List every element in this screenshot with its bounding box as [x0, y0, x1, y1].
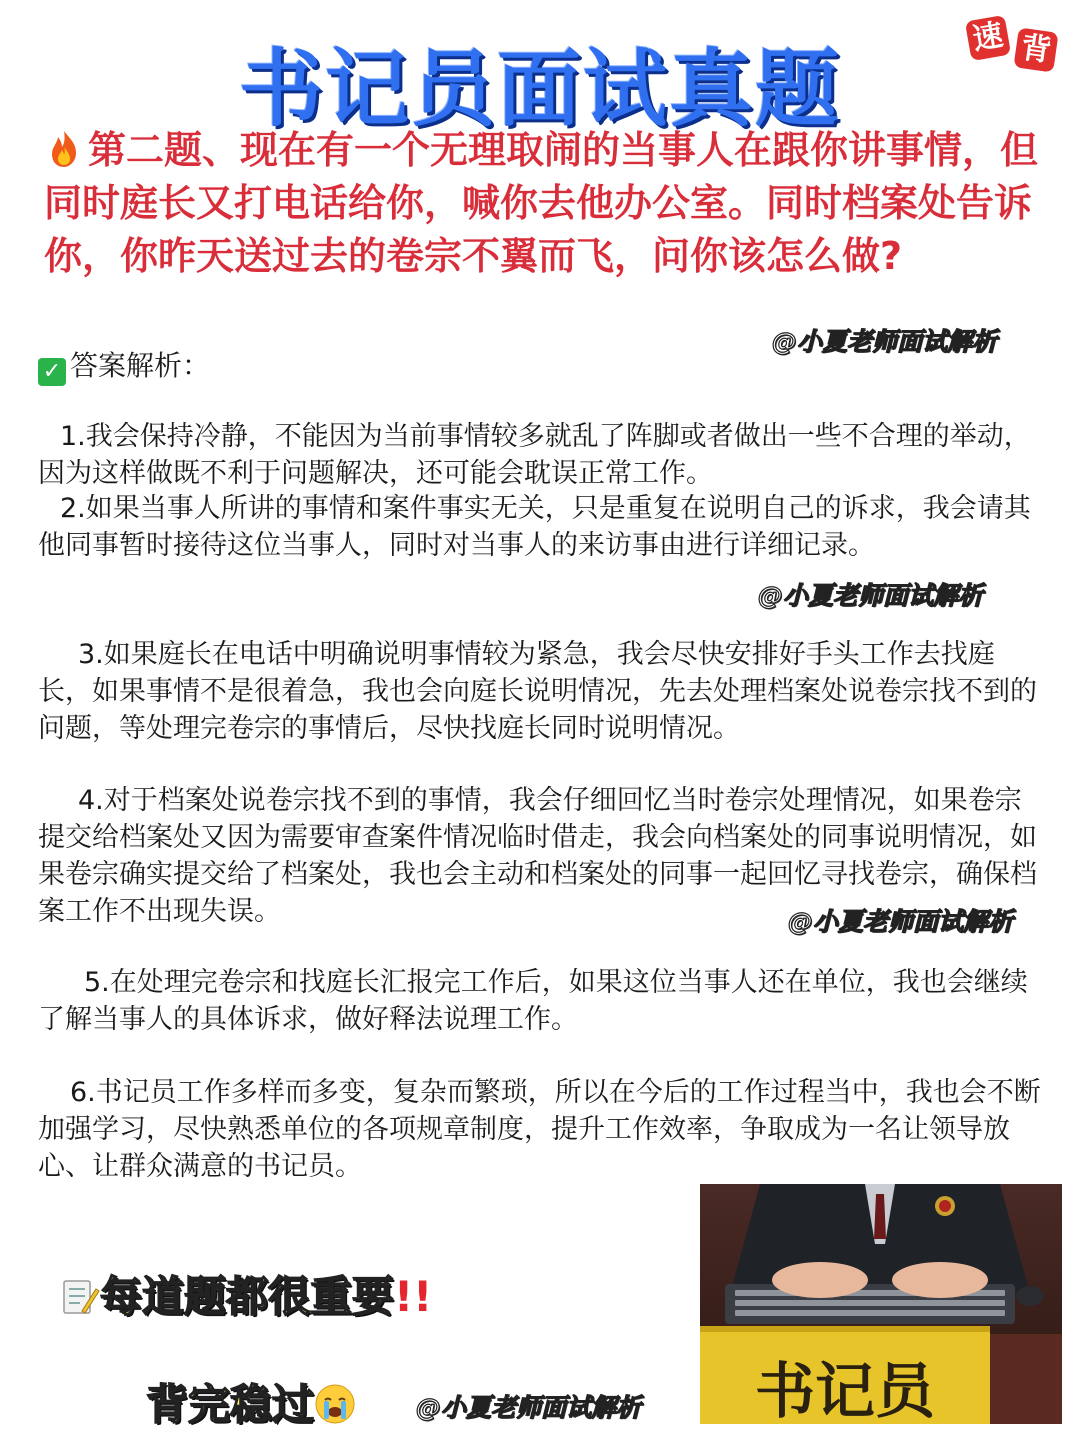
- watermark-3: @小夏老师面试解析: [788, 907, 1014, 936]
- answer-point-1: 1.我会保持冷静，不能因为当前事情较多就乱了阵脚或者做出一些不合理的举动，因为这样做既不利于问题解决，还可能会耽误正常工作。: [38, 421, 1031, 489]
- footer-line-2-text: 背完稳过: [146, 1380, 315, 1429]
- crying-face-icon: [314, 1383, 356, 1425]
- sign-text: 书记员: [755, 1357, 935, 1424]
- watermark-4: @小夏老师面试解析: [416, 1393, 642, 1422]
- clerk-photo: [700, 1184, 1062, 1424]
- memo-icon: [60, 1277, 100, 1317]
- answer-point-6: 6.书记员工作多样而多变，复杂而繁琐，所以在今后的工作过程当中，我也会不断加强学习，尽快熟悉单位的各项规章制度，提升工作效率，争取成为一名让领导放心、让群众满意的书记员。: [38, 1077, 1041, 1182]
- check-icon: ✓: [38, 358, 66, 386]
- watermark-1: @小夏老师面试解析: [772, 327, 998, 356]
- answer-point-3: 3.如果庭长在电话中明确说明事情较为紧急，我会尽快安排好手头工作去找庭长，如果事情不是很着急，我也会向庭长说明情况，先去处理档案处说卷宗找不到的问题，等处理完卷宗的事情后，尽快找庭长同时说明情况。: [38, 639, 1037, 744]
- double-exclamation-mark: !!: [394, 1272, 433, 1321]
- fire-icon: [44, 129, 84, 169]
- page-title: 书记员面试真题: [238, 40, 841, 138]
- answer-heading-text: 答案解析：: [70, 349, 211, 382]
- answer-heading: [38, 344, 210, 386]
- question-block: [44, 124, 1044, 283]
- watermark-2: @小夏老师面试解析: [758, 581, 984, 610]
- answer-point-2: 2.如果当事人所讲的事情和案件事实无关，只是重复在说明自己的诉求，我会请其他同事暂时接待这位当事人，同时对当事人的来访事由进行详细记录。: [38, 493, 1031, 561]
- answer-point-5: 5.在处理完卷宗和找庭长汇报完工作后，如果这位当事人还在单位，我也会继续了解当事人的具体诉求，做好释法说理工作。: [38, 967, 1028, 1035]
- clerk-illustration: [700, 1184, 1062, 1424]
- question-text: 第二题、现在有一个无理取闹的当事人在跟你讲事情，但同时庭长又打电话给你，喊你去他办公室。同时档案处告诉你，你昨天送过去的卷宗不翼而飞，问你该怎么做?: [44, 128, 1039, 278]
- footer-line-1: [60, 1264, 432, 1324]
- stamp-su: 速: [965, 15, 1011, 61]
- stamp-bei: 背: [1013, 27, 1058, 72]
- footer-line-2: [146, 1372, 356, 1432]
- footer-line-1-text: 每道题都很重要: [100, 1272, 395, 1321]
- answer-point-4: 4.对于档案处说卷宗找不到的事情，我会仔细回忆当时卷宗处理情况，如果卷宗提交给档案处又因为需要审查案件情况临时借走，我会向档案处的同事说明情况，如果卷宗确实提交给了档案处，我也会主动和档案处的同事一起回忆寻找卷宗，确保档案工作不出现失误。: [38, 785, 1037, 927]
